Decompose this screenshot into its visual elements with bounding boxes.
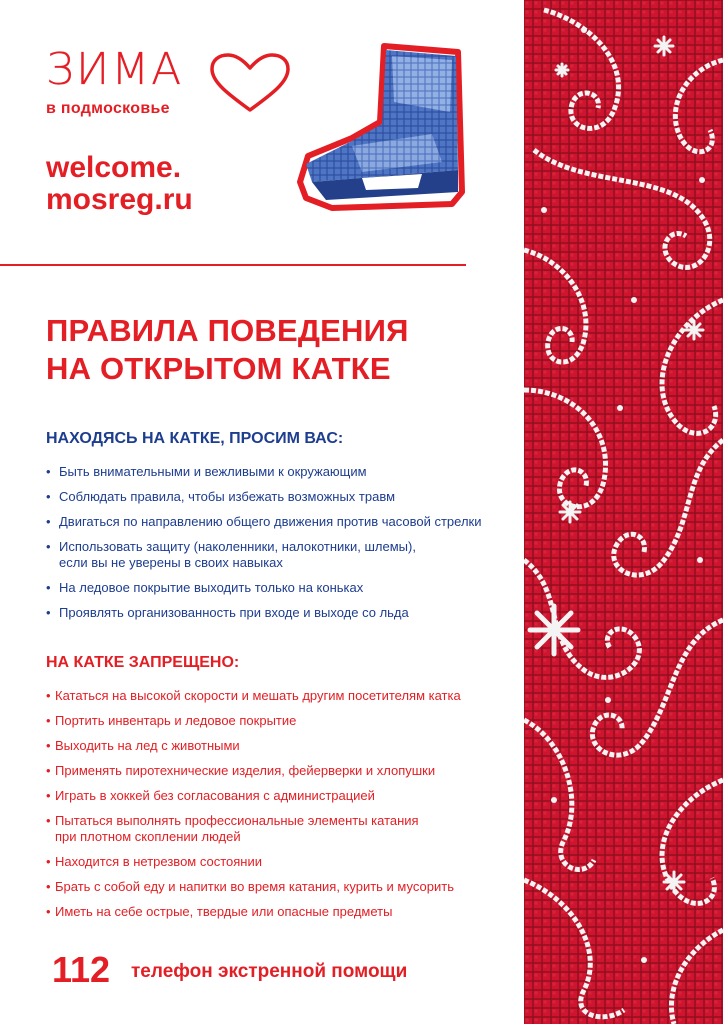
page-title: [46, 312, 409, 388]
heart-logo-icon: [208, 52, 292, 114]
logo-word: ЗИМА: [46, 44, 184, 95]
emergency-number[interactable]: 112: [52, 949, 111, 990]
please-list: [46, 464, 482, 630]
list-item-text: Применять пиротехнические изделия, фейерверки и хлопушки: [55, 763, 436, 778]
list-item-text: Иметь на себе острые, твердые или опасные предметы: [55, 904, 393, 919]
list-item-text: Выходить на лед с животными: [55, 738, 240, 753]
logo-subtitle: в подмосковье: [46, 100, 170, 117]
website-line-2: mosreg.ru: [46, 183, 193, 216]
website-line-1: welcome.: [46, 151, 182, 184]
zima-logo: [46, 44, 184, 118]
list-item: [46, 763, 461, 779]
list-item: [46, 854, 461, 870]
list-item: [46, 489, 482, 505]
list-item: [46, 713, 461, 729]
list-item: [46, 738, 461, 754]
forbidden-list: [46, 688, 461, 929]
list-item-text: Кататься на высокой скорости и мешать другим посетителям катка: [55, 688, 461, 703]
list-item-text: при плотном скоплении людей: [55, 829, 241, 844]
list-item: [46, 539, 482, 571]
list-item-text: Соблюдать правила, чтобы избежать возможных травм: [59, 489, 396, 504]
list-item-text: Брать с собой еду и напитки во время катания, курить и мусорить: [55, 879, 454, 894]
list-item: [46, 788, 461, 804]
list-item-text: Двигаться по направлению общего движения против часовой стрелки: [59, 514, 482, 529]
forbidden-heading: НА КАТКЕ ЗАПРЕЩЕНО:: [46, 654, 240, 671]
list-item-text: Проявлять организованность при входе и выходе со льда: [59, 605, 409, 620]
list-item: [46, 813, 461, 845]
website[interactable]: [46, 152, 193, 216]
list-item-text: Пытаться выполнять профессиональные элементы катания: [55, 813, 419, 828]
list-item-text: Быть внимательными и вежливыми к окружающим: [59, 464, 367, 479]
please-heading: НАХОДЯСЬ НА КАТКЕ, ПРОСИМ ВАС:: [46, 430, 344, 447]
list-item: [46, 464, 482, 480]
list-item: [46, 904, 461, 920]
list-item-text: Играть в хоккей без согласования с администрацией: [55, 788, 375, 803]
divider: [0, 264, 466, 266]
mosaic-swirl-ornament: [524, 0, 723, 1024]
list-item: [46, 688, 461, 704]
list-item: [46, 879, 461, 895]
list-item: [46, 514, 482, 530]
emergency-label: телефон экстренной помощи: [131, 961, 408, 982]
list-item-text: На ледовое покрытие выходить только на коньках: [59, 580, 364, 595]
title-line-1: ПРАВИЛА ПОВЕДЕНИЯ: [46, 313, 409, 348]
ice-skate-icon: [292, 42, 468, 220]
list-item: [46, 605, 482, 621]
title-line-2: НА ОТКРЫТОМ КАТКЕ: [46, 351, 391, 386]
list-item-text: Портить инвентарь и ледовое покрытие: [55, 713, 297, 728]
list-item-text: Находится в нетрезвом состоянии: [55, 854, 263, 869]
list-item-text: Использовать защиту (наколенники, налокотники, шлемы),: [59, 539, 416, 554]
list-item: [46, 580, 482, 596]
list-item-text: если вы не уверены в своих навыках: [59, 555, 283, 570]
